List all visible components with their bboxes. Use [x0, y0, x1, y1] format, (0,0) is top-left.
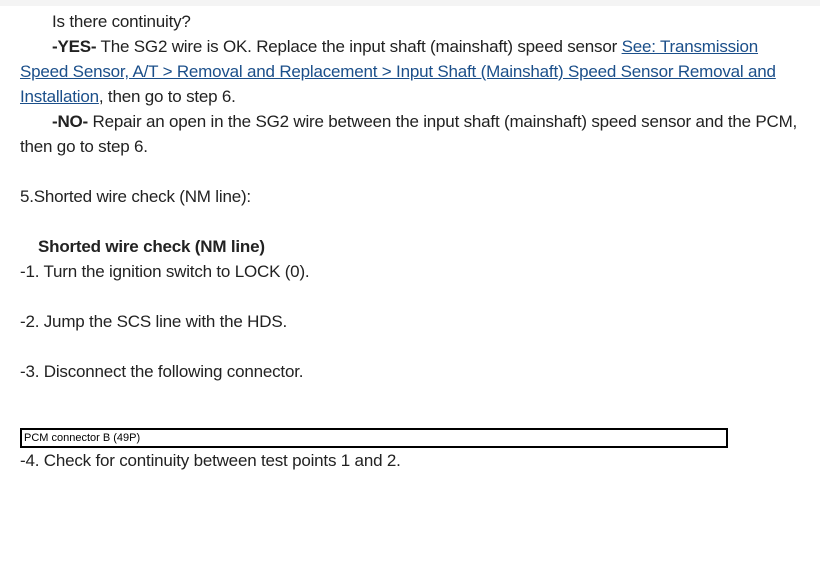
- spacer: [20, 159, 810, 184]
- yes-after-text: , then go to step 6.: [98, 87, 236, 106]
- yes-paragraph: [20, 34, 810, 109]
- top-bar: [0, 0, 820, 6]
- document-body: [20, 9, 810, 473]
- continuity-question: Is there continuity?: [52, 12, 191, 31]
- step5-item-3: -3. Disconnect the following connector.: [20, 362, 304, 381]
- step5-item-1: -1. Turn the ignition switch to LOCK (0).: [20, 262, 310, 281]
- step5-item-4: -4. Check for continuity between test points 1 and 2.: [20, 451, 401, 470]
- yes-label: -YES-: [52, 37, 97, 56]
- step5-item-2: -2. Jump the SCS line with the HDS.: [20, 312, 288, 331]
- no-text: Repair an open in the SG2 wire between the input shaft (mainshaft) speed sensor and the PCM, then go to step 6.: [20, 112, 798, 156]
- spacer: [20, 209, 810, 234]
- step5-heading: 5.Shorted wire check (NM line):: [20, 187, 251, 206]
- no-label: -NO-: [52, 112, 89, 131]
- speed-sensor-link[interactable]: See: Transmission Speed Sensor, A/T > Removal and Replacement > Input Shaft (Mainshaft) Speed Sensor Removal and Installation: [20, 37, 776, 106]
- spacer: [20, 334, 810, 359]
- yes-text: The SG2 wire is OK. Replace the input shaft (mainshaft) speed sensor: [96, 37, 622, 56]
- step5-subheading: Shorted wire check (NM line): [38, 237, 265, 256]
- no-paragraph: [20, 109, 810, 159]
- spacer: [20, 284, 810, 309]
- connector-table-cell: PCM connector B (49P): [20, 428, 728, 448]
